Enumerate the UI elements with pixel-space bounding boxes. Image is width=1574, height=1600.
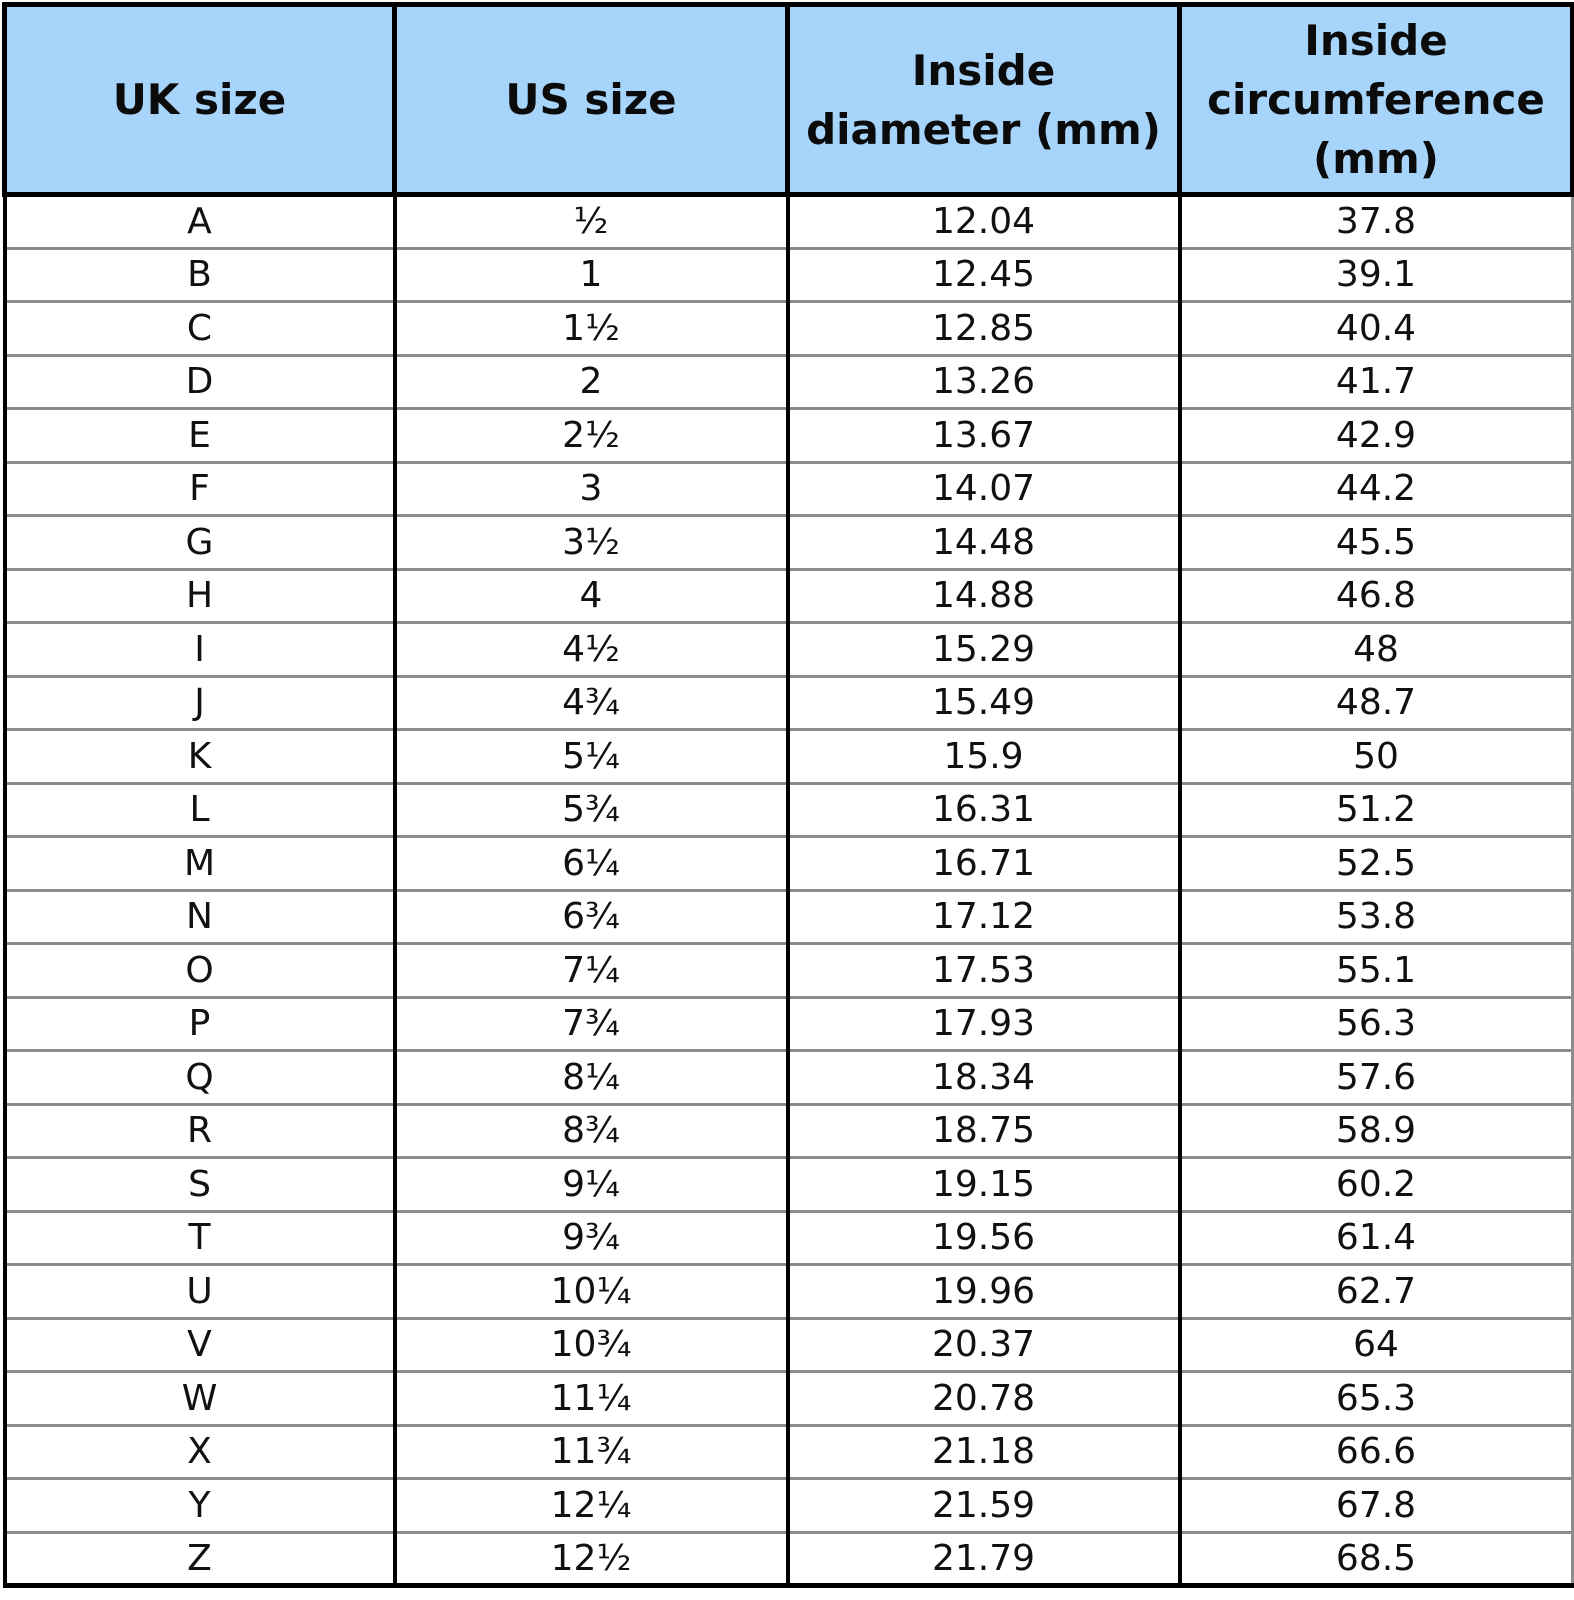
cell-uk-size: M	[5, 837, 395, 891]
cell-us-size: 2	[395, 355, 788, 409]
cell-inside-diameter: 19.56	[788, 1211, 1180, 1265]
header-uk-size: UK size	[5, 5, 395, 195]
table-row	[5, 1265, 1573, 1319]
cell-inside-diameter: 19.96	[788, 1265, 1180, 1319]
table-row	[5, 195, 1573, 249]
cell-uk-size: N	[5, 890, 395, 944]
table-row	[5, 783, 1573, 837]
table-row	[5, 1425, 1573, 1479]
cell-uk-size: Z	[5, 1532, 395, 1586]
table-row	[5, 409, 1573, 463]
cell-uk-size: K	[5, 730, 395, 784]
ring-size-table	[2, 2, 1574, 1588]
table-row	[5, 1372, 1573, 1426]
cell-uk-size: E	[5, 409, 395, 463]
cell-inside-diameter: 15.9	[788, 730, 1180, 784]
header-inside-diameter: Inside diameter (mm)	[788, 5, 1180, 195]
cell-inside-diameter: 12.85	[788, 302, 1180, 356]
header-us-size: US size	[395, 5, 788, 195]
table-row	[5, 730, 1573, 784]
cell-inside-diameter: 17.12	[788, 890, 1180, 944]
table-row	[5, 248, 1573, 302]
cell-inside-circumference: 66.6	[1180, 1425, 1573, 1479]
cell-uk-size: B	[5, 248, 395, 302]
cell-uk-size: D	[5, 355, 395, 409]
cell-uk-size: T	[5, 1211, 395, 1265]
cell-us-size: 1½	[395, 302, 788, 356]
cell-uk-size: R	[5, 1104, 395, 1158]
table-row	[5, 997, 1573, 1051]
cell-inside-circumference: 41.7	[1180, 355, 1573, 409]
cell-inside-circumference: 46.8	[1180, 569, 1573, 623]
cell-inside-circumference: 64	[1180, 1318, 1573, 1372]
cell-us-size: 6¾	[395, 890, 788, 944]
cell-us-size: 10¼	[395, 1265, 788, 1319]
cell-us-size: 8¾	[395, 1104, 788, 1158]
cell-uk-size: S	[5, 1158, 395, 1212]
cell-inside-diameter: 14.07	[788, 462, 1180, 516]
cell-us-size: 11¾	[395, 1425, 788, 1479]
cell-inside-circumference: 50	[1180, 730, 1573, 784]
cell-uk-size: P	[5, 997, 395, 1051]
cell-uk-size: Y	[5, 1479, 395, 1533]
cell-inside-diameter: 18.34	[788, 1051, 1180, 1105]
cell-inside-diameter: 21.79	[788, 1532, 1180, 1586]
cell-inside-circumference: 44.2	[1180, 462, 1573, 516]
table-row	[5, 1158, 1573, 1212]
cell-inside-circumference: 58.9	[1180, 1104, 1573, 1158]
cell-uk-size: H	[5, 569, 395, 623]
cell-us-size: 3	[395, 462, 788, 516]
cell-inside-circumference: 39.1	[1180, 248, 1573, 302]
cell-inside-diameter: 12.45	[788, 248, 1180, 302]
table-row	[5, 462, 1573, 516]
cell-uk-size: A	[5, 195, 395, 249]
cell-uk-size: W	[5, 1372, 395, 1426]
table-row	[5, 355, 1573, 409]
cell-us-size: 5¼	[395, 730, 788, 784]
cell-inside-circumference: 68.5	[1180, 1532, 1573, 1586]
cell-inside-circumference: 67.8	[1180, 1479, 1573, 1533]
cell-uk-size: G	[5, 516, 395, 570]
cell-us-size: 12½	[395, 1532, 788, 1586]
cell-us-size: 3½	[395, 516, 788, 570]
cell-inside-diameter: 16.31	[788, 783, 1180, 837]
table-row	[5, 1318, 1573, 1372]
cell-uk-size: Q	[5, 1051, 395, 1105]
cell-us-size: 7¼	[395, 944, 788, 998]
cell-uk-size: L	[5, 783, 395, 837]
table-row	[5, 944, 1573, 998]
cell-uk-size: V	[5, 1318, 395, 1372]
cell-us-size: 4¾	[395, 676, 788, 730]
cell-inside-circumference: 61.4	[1180, 1211, 1573, 1265]
cell-inside-diameter: 20.78	[788, 1372, 1180, 1426]
table-row	[5, 1211, 1573, 1265]
cell-uk-size: F	[5, 462, 395, 516]
cell-uk-size: C	[5, 302, 395, 356]
table-row	[5, 1051, 1573, 1105]
cell-us-size: 5¾	[395, 783, 788, 837]
cell-uk-size: X	[5, 1425, 395, 1479]
cell-us-size: 7¾	[395, 997, 788, 1051]
cell-us-size: 4	[395, 569, 788, 623]
cell-inside-diameter: 17.93	[788, 997, 1180, 1051]
cell-inside-circumference: 48.7	[1180, 676, 1573, 730]
table-row	[5, 623, 1573, 677]
cell-inside-circumference: 42.9	[1180, 409, 1573, 463]
cell-us-size: 1	[395, 248, 788, 302]
cell-inside-circumference: 53.8	[1180, 890, 1573, 944]
cell-us-size: 10¾	[395, 1318, 788, 1372]
cell-uk-size: I	[5, 623, 395, 677]
cell-us-size: 4½	[395, 623, 788, 677]
cell-inside-diameter: 13.67	[788, 409, 1180, 463]
cell-inside-circumference: 65.3	[1180, 1372, 1573, 1426]
cell-inside-circumference: 52.5	[1180, 837, 1573, 891]
table-row	[5, 676, 1573, 730]
table-row	[5, 1104, 1573, 1158]
cell-inside-diameter: 15.29	[788, 623, 1180, 677]
cell-inside-circumference: 45.5	[1180, 516, 1573, 570]
header-inside-circumference: Inside circumference (mm)	[1180, 5, 1573, 195]
cell-inside-diameter: 15.49	[788, 676, 1180, 730]
cell-us-size: 8¼	[395, 1051, 788, 1105]
cell-inside-diameter: 16.71	[788, 837, 1180, 891]
table-row	[5, 302, 1573, 356]
cell-us-size: 2½	[395, 409, 788, 463]
table-header	[5, 5, 1573, 195]
ring-size-table-container	[2, 2, 1570, 1588]
cell-us-size: 6¼	[395, 837, 788, 891]
cell-inside-circumference: 48	[1180, 623, 1573, 677]
cell-inside-circumference: 56.3	[1180, 997, 1573, 1051]
table-row	[5, 516, 1573, 570]
table-row	[5, 1479, 1573, 1533]
cell-inside-diameter: 21.18	[788, 1425, 1180, 1479]
cell-inside-circumference: 62.7	[1180, 1265, 1573, 1319]
cell-uk-size: U	[5, 1265, 395, 1319]
cell-inside-diameter: 21.59	[788, 1479, 1180, 1533]
cell-us-size: ½	[395, 195, 788, 249]
cell-us-size: 12¼	[395, 1479, 788, 1533]
cell-inside-circumference: 57.6	[1180, 1051, 1573, 1105]
cell-inside-circumference: 55.1	[1180, 944, 1573, 998]
cell-inside-diameter: 17.53	[788, 944, 1180, 998]
cell-inside-circumference: 60.2	[1180, 1158, 1573, 1212]
cell-inside-circumference: 37.8	[1180, 195, 1573, 249]
cell-inside-diameter: 14.48	[788, 516, 1180, 570]
table-row	[5, 837, 1573, 891]
cell-us-size: 9¾	[395, 1211, 788, 1265]
cell-inside-diameter: 12.04	[788, 195, 1180, 249]
cell-us-size: 9¼	[395, 1158, 788, 1212]
table-row	[5, 569, 1573, 623]
cell-uk-size: J	[5, 676, 395, 730]
header-row	[5, 5, 1573, 195]
cell-inside-diameter: 14.88	[788, 569, 1180, 623]
table-body	[5, 195, 1573, 1586]
cell-inside-diameter: 19.15	[788, 1158, 1180, 1212]
cell-inside-diameter: 20.37	[788, 1318, 1180, 1372]
table-row	[5, 1532, 1573, 1586]
cell-inside-circumference: 40.4	[1180, 302, 1573, 356]
table-row	[5, 890, 1573, 944]
cell-us-size: 11¼	[395, 1372, 788, 1426]
cell-inside-diameter: 18.75	[788, 1104, 1180, 1158]
cell-inside-circumference: 51.2	[1180, 783, 1573, 837]
cell-inside-diameter: 13.26	[788, 355, 1180, 409]
cell-uk-size: O	[5, 944, 395, 998]
